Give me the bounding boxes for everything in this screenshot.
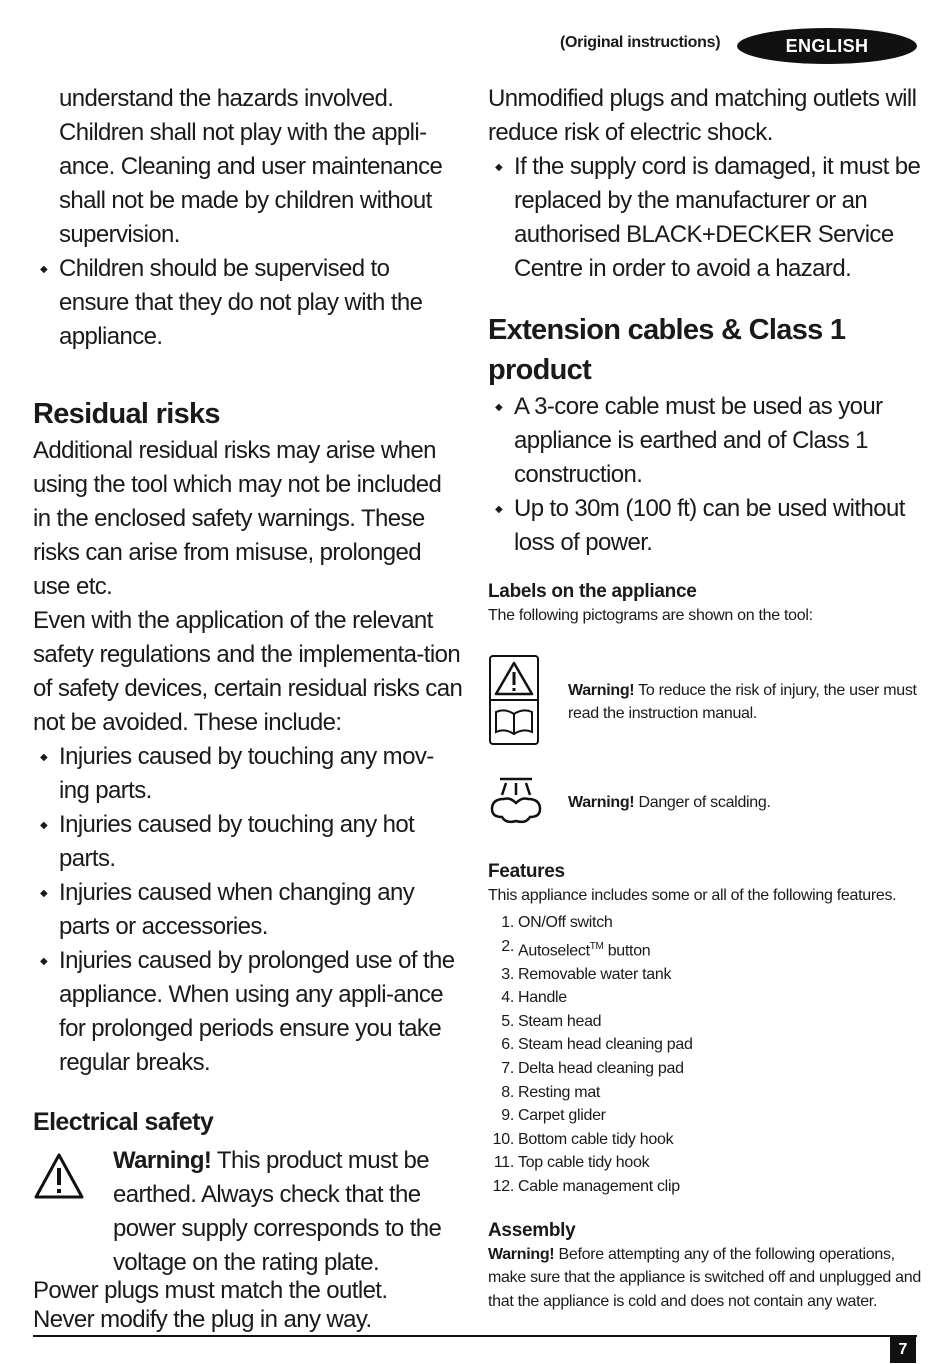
item-number: 11. [493, 1154, 514, 1172]
extension-bullet: ◆ Up to 30m (100 ft) can be used without loss of power. [488, 492, 923, 560]
item-text: Carpet glider [518, 1107, 606, 1125]
residual-bullet: ◆ Injuries caused by prolonged use of the appliance. When using any appli-ance for prolonged periods ensure you take regular breaks. [33, 944, 463, 1080]
button-text: button [603, 942, 651, 960]
left-column [33, 82, 463, 1334]
warning-manual-icon [488, 654, 568, 751]
list-item [488, 1128, 923, 1152]
item-number: 8. [501, 1083, 514, 1101]
item-text: Steam head cleaning pad [518, 1036, 693, 1054]
trademark-sup: TM [589, 940, 604, 952]
item-number: 2. [501, 937, 514, 955]
page-number: 7 [890, 1337, 916, 1363]
residual-risks-heading: Residual risks [33, 398, 220, 430]
item-text: Top cable tidy hook [518, 1154, 650, 1172]
warning-text: This product must be earthed. Always check that the power supply corresponds to the voltage on the rating plate. [113, 1147, 442, 1276]
item-text: Delta head cleaning pad [518, 1060, 684, 1078]
list-item [488, 911, 923, 935]
children-bullet: ◆ Children should be supervised to ensure that they do not play with the appliance. [33, 252, 463, 354]
item-text: Handle [518, 989, 567, 1007]
intro-continuation: understand the hazards involved. Children shall not play with the appli-ance. Cleaning and user maintenance shall not be made by children without supervision. [59, 85, 443, 248]
right-column [488, 82, 923, 1313]
electrical-safety-heading: Electrical safety [33, 1108, 214, 1136]
labels-intro: The following pictograms are shown on the tool: [488, 607, 813, 624]
list-item [488, 1010, 923, 1034]
residual-bullet: ◆ Injuries caused when changing any parts or accessories. [33, 876, 463, 944]
picto-label: Warning! [568, 794, 635, 812]
electrical-warning [113, 1144, 463, 1280]
list-item [488, 935, 923, 963]
features-intro: This appliance includes some or all of the following features. [488, 886, 897, 904]
item-number: 1. [501, 914, 514, 932]
assembly-heading: Assembly [488, 1219, 576, 1241]
scalding-icon [488, 777, 568, 830]
extension-bullet: ◆ A 3-core cable must be used as your appliance is earthed and of Class 1 construction. [488, 390, 923, 492]
features-list [488, 911, 923, 1198]
item-number: 4. [501, 989, 514, 1007]
item-number: 10. [492, 1130, 514, 1148]
item-number: 12. [492, 1178, 514, 1196]
list-item [488, 1151, 923, 1175]
item-text [518, 935, 650, 963]
list-item [488, 1104, 923, 1128]
item-number: 9. [501, 1107, 514, 1125]
picto-warning-manual [568, 679, 923, 726]
item-text: Cable management clip [518, 1178, 680, 1196]
picto-text: Danger of scalding. [634, 794, 771, 812]
autoselect-text: Autoselect [518, 942, 590, 960]
supply-cord-bullet: ◆ If the supply cord is damaged, it must be replaced by the manufacturer or an authorised BLACK+DECKER Service Centre in order to avoid a hazard. [488, 150, 923, 286]
residual-bullet: ◆ Injuries caused by touching any hot parts. [33, 808, 463, 876]
plugs-continuation: Unmodified plugs and matching outlets will reduce risk of electric shock. [488, 85, 917, 146]
plug-modify-line: Never modify the plug in any way. [33, 1306, 372, 1333]
item-number: 3. [501, 965, 514, 983]
list-item [488, 1175, 923, 1199]
extension-cables-heading: Extension cables & Class 1 product [488, 314, 846, 386]
item-text: Bottom cable tidy hook [518, 1130, 674, 1148]
list-item [488, 1033, 923, 1057]
picto-text: To reduce the risk of injury, the user must read the instruction manual. [568, 681, 917, 723]
footer-rule [33, 1335, 917, 1337]
list-item [488, 1081, 923, 1105]
picto-label: Warning! [568, 681, 635, 699]
item-text: Steam head [518, 1012, 602, 1030]
list-item [488, 963, 923, 987]
warning-text: Before attempting any of the following operations, make sure that the appliance is switched off and unplugged and that the appliance is cold and does not contain any water. [488, 1245, 921, 1310]
residual-paragraph-2: Even with the application of the relevant safety regulations and the implementa-tion of safety devices, certain residual risks can not be avoided. These include: [33, 607, 463, 736]
item-text: Removable water tank [518, 965, 672, 983]
features-heading: Features [488, 860, 565, 882]
list-item [488, 986, 923, 1010]
item-text: Resting mat [518, 1083, 601, 1101]
assembly-warning [488, 1243, 923, 1314]
plug-match-line: Power plugs must match the outlet. [33, 1277, 388, 1304]
warning-label: Warning! [113, 1147, 212, 1174]
labels-heading: Labels on the appliance [488, 581, 697, 602]
language-badge: ENGLISH [737, 28, 917, 64]
item-text: ON/Off switch [518, 914, 613, 932]
warning-triangle-icon [33, 1144, 113, 1210]
item-number: 5. [501, 1012, 514, 1030]
residual-paragraph-1: Additional residual risks may arise when using the tool which may not be included in the enclosed safety warnings. These risks can arise from misuse, prolonged use etc. [33, 437, 442, 600]
warning-label: Warning! [488, 1245, 555, 1263]
item-number: 7. [501, 1060, 514, 1078]
item-number: 6. [501, 1036, 514, 1054]
picto-scalding [568, 791, 923, 815]
list-item [488, 1057, 923, 1081]
original-instructions-label: (Original instructions) [560, 34, 721, 51]
residual-bullet: ◆ Injuries caused by touching any mov-ing parts. [33, 740, 463, 808]
